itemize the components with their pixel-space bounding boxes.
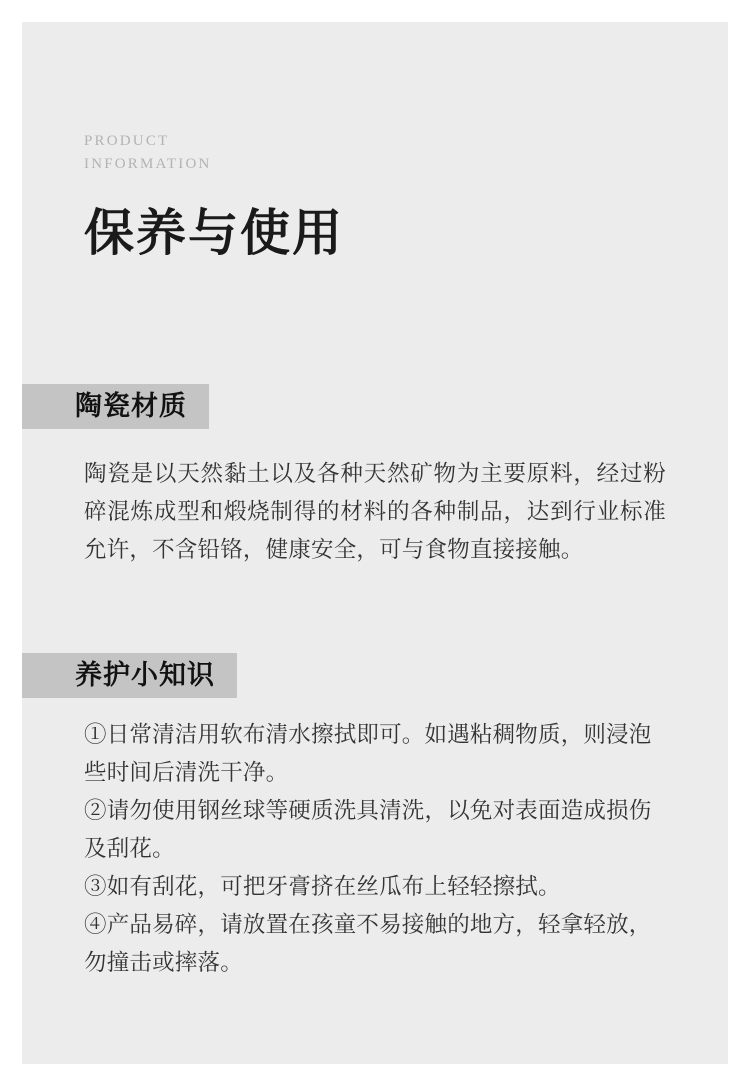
section-material-title (22, 384, 209, 429)
eyebrow-line-2: INFORMATION (84, 156, 212, 172)
section-care-body (84, 716, 666, 982)
section-material-body (84, 455, 666, 569)
list-item: ③如有刮花，可把牙膏挤在丝瓜布上轻轻擦拭。 (84, 874, 561, 899)
section-care-tips (22, 653, 728, 982)
paragraph: 陶瓷是以天然黏土以及各种天然矿物为主要原料，经过粉碎混炼成型和煅烧制得的材料的各种制品，达到行业标准允许，不含铅铬，健康安全，可与食物直接接触。 (84, 461, 666, 562)
section-material (22, 384, 728, 569)
list-item: ①日常清洁用软布清水擦拭即可。如遇粘稠物质，则浸泡些时间后清洗干净。 (84, 722, 652, 785)
page-title: 保养与使用 (84, 205, 344, 261)
section-material-title-wrap (22, 384, 728, 429)
section-care-title-wrap (22, 653, 728, 698)
section-material-title-text: 陶瓷材质 (75, 391, 187, 421)
product-info-panel (22, 22, 728, 1064)
eyebrow-label (84, 130, 728, 176)
section-care-title (22, 653, 237, 698)
list-item: ④产品易碎，请放置在孩童不易接触的地方，轻拿轻放，勿撞击或摔落。 (84, 912, 652, 975)
section-care-title-text: 养护小知识 (75, 660, 215, 690)
list-item: ②请勿使用钢丝球等硬质洗具清洗，以免对表面造成损伤及刮花。 (84, 798, 652, 861)
eyebrow-line-1: PRODUCT (84, 133, 170, 149)
